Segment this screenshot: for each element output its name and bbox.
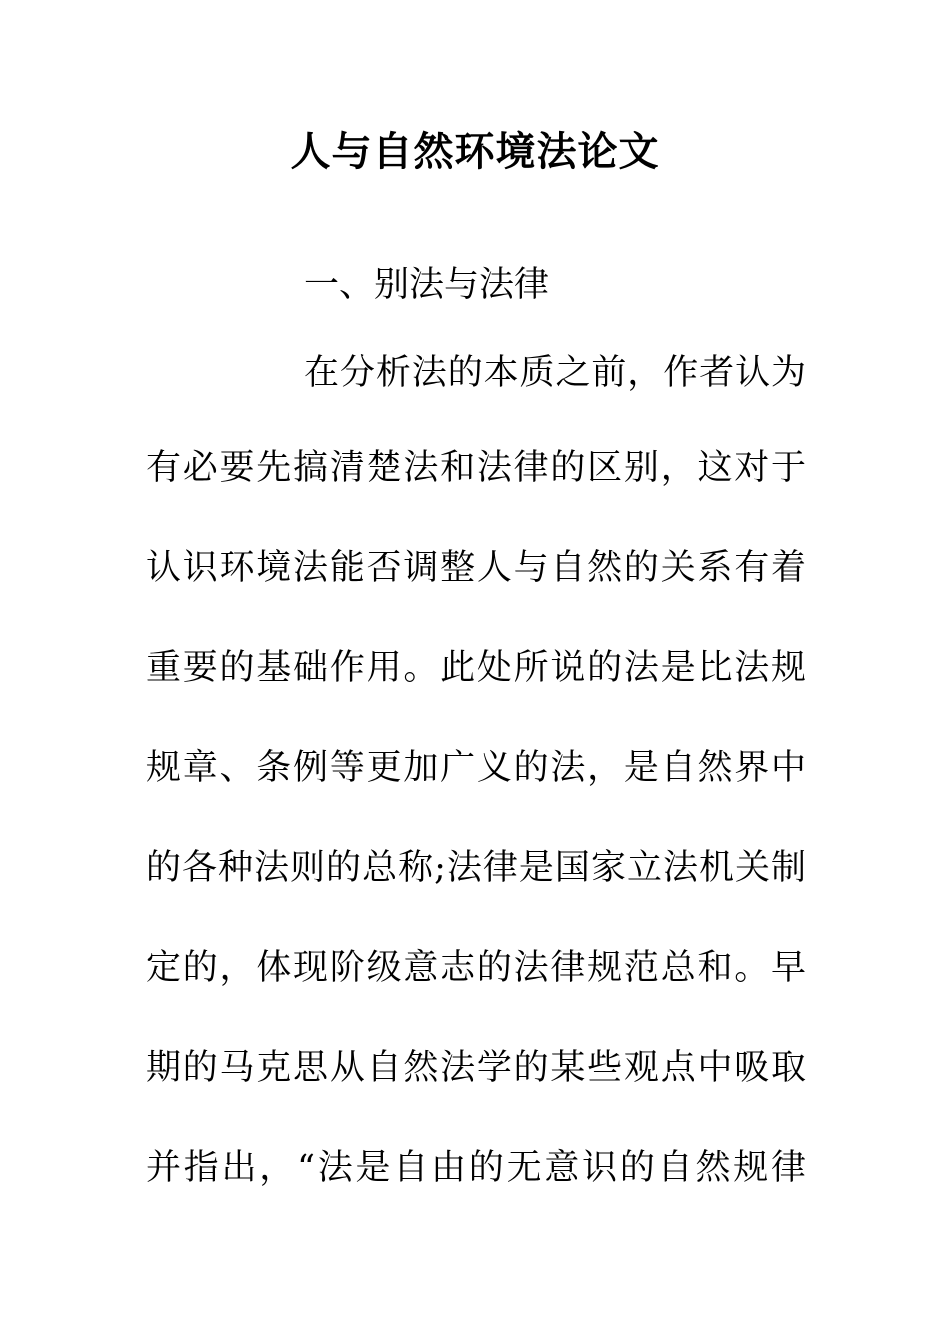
paragraph-line: 并指出，“法是自由的无意识的自然规律: [146, 1148, 806, 1188]
paragraph-line: 在分析法的本质之前，作者认为: [304, 353, 806, 393]
section-heading: 一、别法与法律: [304, 265, 550, 305]
paragraph-line: 有必要先搞清楚法和法律的区别，这对于: [146, 448, 806, 488]
paragraph-line: 重要的基础作用。此处所说的法是比法规: [146, 648, 806, 688]
paragraph-line: 认识环境法能否调整人与自然的关系有着: [146, 548, 806, 588]
paragraph-line: 定的，体现阶级意志的法律规范总和。早: [146, 948, 806, 988]
paragraph-line: 的各种法则的总称;法律是国家立法机关制: [146, 848, 806, 888]
document-title: 人与自然环境法论文: [290, 128, 660, 175]
paragraph-line: 规章、条例等更加广义的法，是自然界中: [146, 748, 806, 788]
paragraph-line: 期的马克思从自然法学的某些观点中吸取: [146, 1048, 806, 1088]
